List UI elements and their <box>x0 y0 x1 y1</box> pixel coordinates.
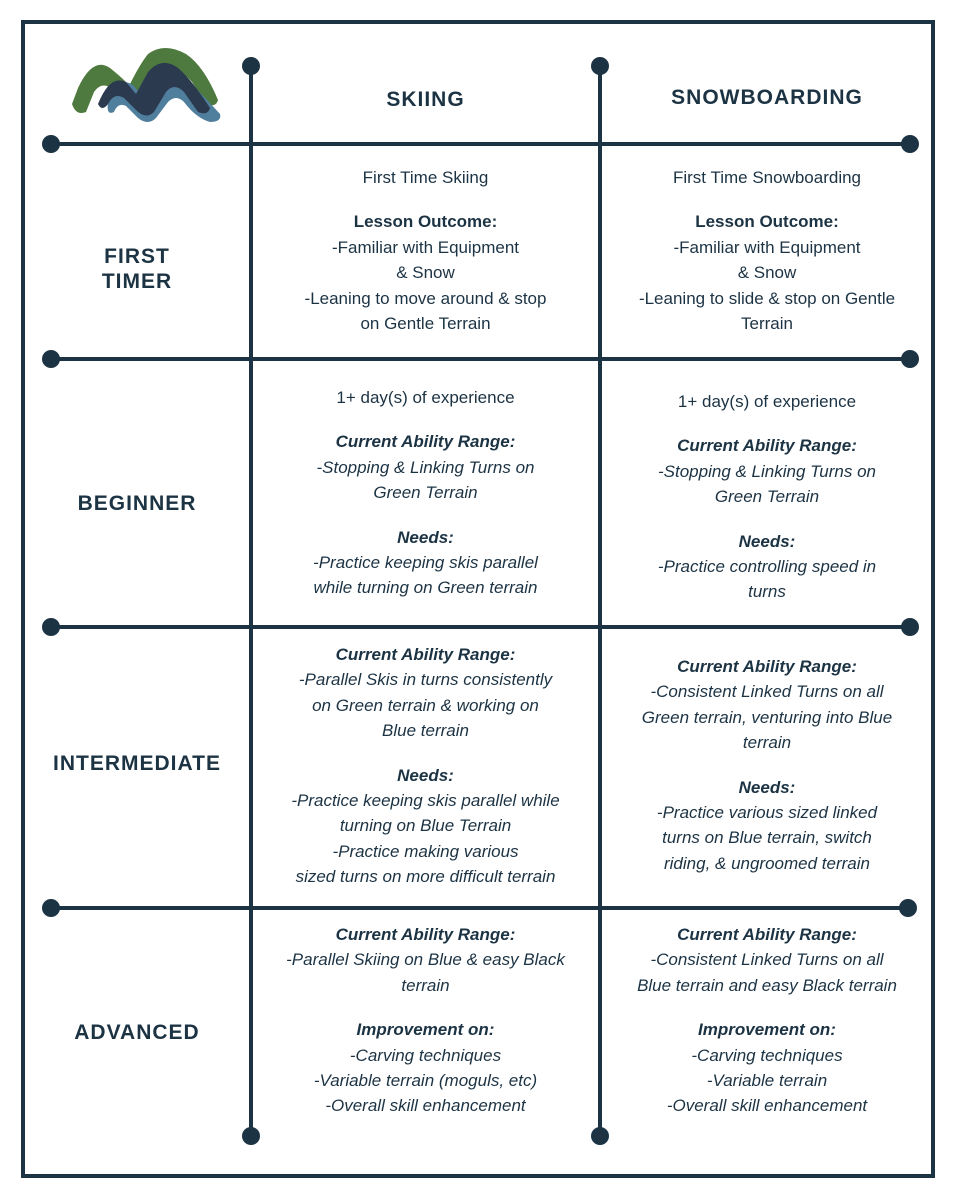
cell-line: terrain <box>742 733 792 753</box>
cell-line: Green Terrain <box>714 487 820 507</box>
cell-heading: Current Ability Range: <box>335 645 516 664</box>
cell-line: -Variable terrain <box>706 1071 828 1091</box>
cell-heading: Needs: <box>397 527 454 547</box>
divider-intermediate <box>50 906 910 910</box>
divider-header <box>50 142 910 146</box>
cell-line: & Snow <box>737 263 797 283</box>
row-header-first-timer <box>24 244 250 294</box>
cell-line: -Leaning to move around & stop <box>304 288 547 308</box>
mountain-m-logo-icon <box>68 46 224 126</box>
cell-line: riding, & ungroomed terrain <box>663 853 870 873</box>
cell-line: Green terrain, venturing into Blue <box>641 707 893 727</box>
cell-line: -Stopping & Linking Turns on <box>316 457 535 477</box>
cell-intermediate-snowboarding <box>602 654 932 876</box>
cell-line: turns on Blue terrain, switch <box>662 828 872 848</box>
dot <box>42 618 60 636</box>
divider-beginner <box>50 625 910 629</box>
cell-line: Terrain <box>741 314 793 334</box>
cell-heading: Lesson Outcome: <box>695 212 839 232</box>
cell-line: sized turns on more difficult terrain <box>295 867 556 887</box>
cell-line: -Practice various sized linked <box>656 803 878 823</box>
cell-heading: Current Ability Range: <box>335 432 516 452</box>
dot <box>242 57 260 75</box>
cell-line: -Familiar with Equipment <box>331 237 520 257</box>
row-header-intermediate: INTERMEDIATE <box>53 752 221 775</box>
cell-advanced-snowboarding <box>602 922 932 1119</box>
cell-line: -Familiar with Equipment <box>673 237 861 257</box>
cell-heading: Needs: <box>738 777 796 797</box>
cell-line: turning on Blue Terrain <box>339 816 512 836</box>
cell-intro: 1+ day(s) of experience <box>677 392 857 411</box>
cell-line: -Practice controlling speed in <box>657 557 877 577</box>
cell-heading: Improvement on: <box>698 1020 836 1040</box>
row-header-beginner: BEGINNER <box>77 492 197 515</box>
cell-line: -Consistent Linked Turns on all <box>650 950 884 970</box>
cell-line: turns <box>748 582 786 602</box>
cell-heading: Lesson Outcome: <box>353 212 498 232</box>
cell-line: -Overall skill enhancement <box>666 1096 868 1116</box>
cell-first-timer-snowboarding <box>602 165 932 336</box>
cell-heading: Current Ability Range: <box>677 925 857 944</box>
column-header-skiing: SKIING <box>386 88 465 111</box>
cell-line: on Green terrain & working on <box>312 695 539 715</box>
cell-line: -Overall skill enhancement <box>325 1096 526 1116</box>
cell-intro: First Time Skiing <box>362 168 489 187</box>
cell-heading: Needs: <box>738 531 796 551</box>
cell-heading: Needs: <box>397 765 454 785</box>
cell-line: on Gentle Terrain <box>360 314 491 334</box>
cell-line: -Stopping & Linking Turns on <box>658 461 876 481</box>
column-header-snowboarding: SNOWBOARDING <box>671 86 863 109</box>
cell-line: while turning on Green terrain <box>313 578 538 598</box>
row-header-first-timer-text: FIRST TIMER <box>101 245 173 293</box>
cell-intro: First Time Snowboarding <box>672 168 862 187</box>
cell-heading: Current Ability Range: <box>335 925 516 944</box>
cell-heading: Current Ability Range: <box>677 436 857 456</box>
dot <box>42 350 60 368</box>
dot <box>42 135 60 153</box>
cell-line: terrain <box>401 975 450 995</box>
cell-line: -Parallel Skiing on Blue & easy Black <box>286 950 565 970</box>
dot <box>591 57 609 75</box>
dot <box>242 1127 260 1145</box>
cell-line: Green Terrain <box>373 483 478 503</box>
row-header-advanced: ADVANCED <box>74 1021 200 1044</box>
dot <box>901 618 919 636</box>
cell-beginner-skiing <box>253 385 598 601</box>
cell-heading: Current Ability Range: <box>677 657 857 676</box>
cell-intermediate-skiing <box>253 642 598 890</box>
cell-advanced-skiing <box>253 922 598 1119</box>
cell-line: -Carving techniques <box>349 1045 502 1065</box>
divider-first-timer <box>50 357 910 361</box>
cell-line: -Practice making various <box>332 841 519 861</box>
cell-line: & Snow <box>396 263 455 283</box>
cell-line: -Variable terrain (moguls, etc) <box>313 1071 538 1091</box>
cell-first-timer-skiing <box>253 165 598 336</box>
cell-line: -Practice keeping skis parallel <box>313 553 538 573</box>
cell-line: -Leaning to slide & stop on Gentle <box>638 288 896 308</box>
cell-beginner-snowboarding <box>602 389 932 605</box>
cell-line: -Practice keeping skis parallel while <box>291 791 560 811</box>
cell-line: Blue terrain <box>382 721 469 741</box>
dot <box>901 350 919 368</box>
dot <box>591 1127 609 1145</box>
cell-intro: 1+ day(s) of experience <box>336 388 515 407</box>
cell-line: -Consistent Linked Turns on all <box>650 682 884 702</box>
dot <box>901 135 919 153</box>
cell-line: -Carving techniques <box>691 1045 843 1065</box>
cell-line: -Parallel Skis in turns consistently <box>298 670 553 690</box>
dot <box>899 899 917 917</box>
cell-line: Blue terrain and easy Black terrain <box>637 975 897 995</box>
cell-heading: Improvement on: <box>356 1020 495 1040</box>
dot <box>42 899 60 917</box>
